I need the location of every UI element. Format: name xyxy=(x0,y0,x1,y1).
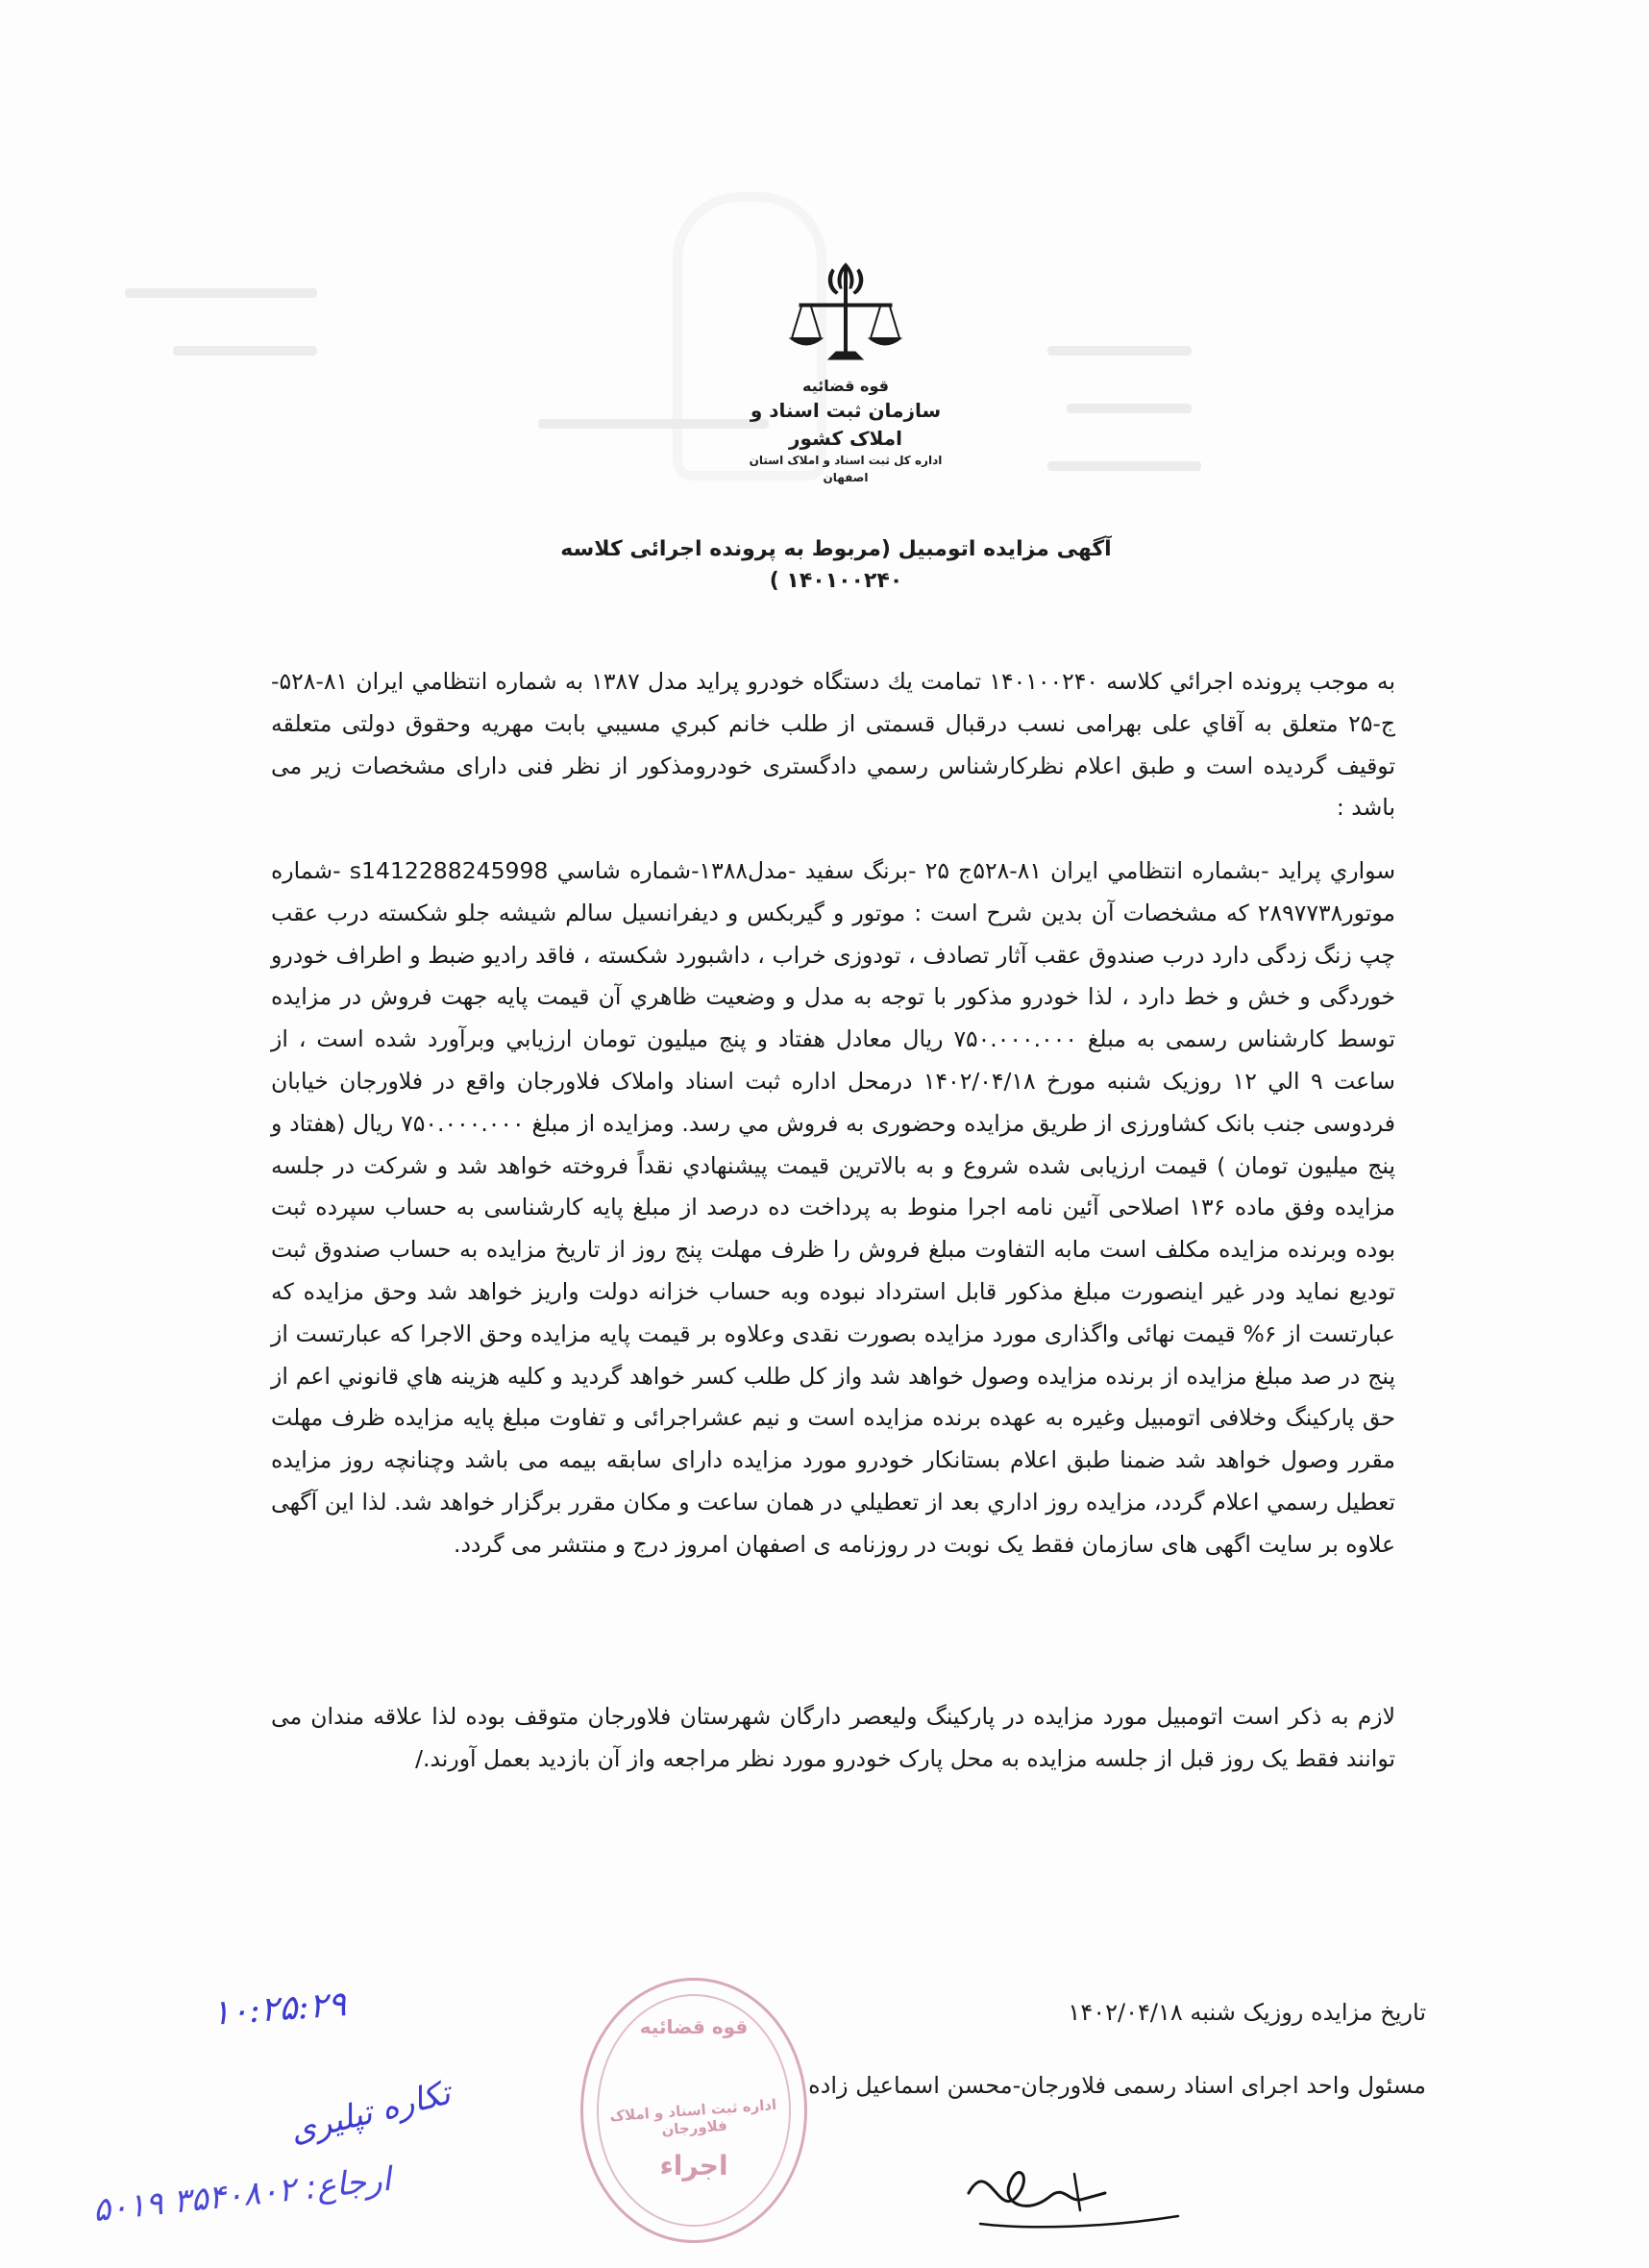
org-line-judiciary: قوه قضائیه xyxy=(801,377,889,395)
org-line-isfahan-office: اداره کل ثبت اسناد و املاک استان اصفهان xyxy=(749,454,943,484)
handwritten-name: تکاره تپلیری xyxy=(285,2074,455,2151)
paragraph-case-intro: به موجب پرونده اجرائي كلاسه ۱۴۰۱۰۰۲۴۰ تمامت يك دستگاه خودرو پرايد مدل ۱۳۸۷ به شماره انتظامي ايران ۸۱-۵۲۸-ج-۲۵ متعلق به آقاي علی بهرامی نسب درقبال قسمتی از طلب خانم كبري مسيبي بابت مهريه وحقوق دولتی متعلقه توقيف گرديده است و طبق اعلام نظركارشناس رسمي دادگستری خودرومذكور از نظر فنی دارای مشخصات زير می باشد : xyxy=(271,668,1395,822)
seal-middle-text: اداره ثبت اسناد و املاک فلاورجان xyxy=(609,2095,777,2139)
organization-name xyxy=(730,375,961,486)
paragraph-vehicle-specs-and-terms: سواري پرايد -بشماره انتظامي ايران ۸۱-۵۲۸ج ۲۵ -برنگ سفيد -مدل۱۳۸۸-شماره شاسي s1412288245998 -شماره موتور۲۸۹۷۷۳۸ كه مشخصات آن بدين شرح است : موتور و گيربكس و ديفرانسيل سالم شيشه جلو شكسته درب عقب چپ زنگ زدگی دارد درب صندوق عقب آثار تصادف ، تودوزی خراب ، داشبورد شكسته ، فاقد راديو ضبط و اطراف خودرو خوردگی و خش و خط دارد ، لذا خودرو مذكور با توجه به مدل و وضعيت ظاهري آن قيمت پايه جهت فروش در مزايده توسط كارشناس رسمی به مبلغ ۷۵۰.۰۰۰.۰۰۰ ريال معادل هفتاد و پنج ميليون تومان ارزيابي وبرآورد شده است ، از ساعت ۹ الي ۱۲ روزيک شنبه مورخ ۱۴۰۲/۰۴/۱۸ درمحل اداره ثبت اسناد واملاک فلاورجان واقع در فلاورجان خيابان فردوسی جنب بانک کشاورزی از طريق مزايده وحضوری به فروش مي رسد. ومزايده از مبلغ ۷۵۰.۰۰۰.۰۰۰ ريال (هفتاد و پنج ميليون تومان ) قيمت ارزيابی شده شروع و به بالاترين قيمت پيشنهادي نقداً فروخته خواهد شد و شركت در جلسه مزايده وفق ماده ۱۳۶ اصلاحی آئين نامه اجرا منوط به پرداخت ده درصد از مبلغ پايه كارشناسی به حساب سپرده ثبت بوده وبرنده مزايده مكلف است مابه التفاوت مبلغ فروش را ظرف مهلت پنج روز از تاريخ مزايده به حساب صندوق ثبت توديع نمايد ودر غير اينصورت مبلغ مذكور قابل استرداد نبوده وبه حساب خزانه دولت واريز خواهد شد وحق مزايده كه عبارتست از ۶% قيمت نهائی واگذاری مورد مزايده بصورت نقدی وعلاوه بر قيمت پايه مزايده وحق الاجرا كه عبارتست از پنج در صد مبلغ مزايده از برنده مزايده وصول خواهد شد واز كل طلب كسر خواهد گرديد و كليه هزينه هاي قانوني اعم از حق پاركينگ وخلافی اتومبيل وغيره به عهده برنده مزايده است و نيم عشراجرائی و تفاوت مبلغ پايه مزايده ظرف مهلت مقرر وصول خواهد شد ضمنا طبق اعلام بستانكار خودرو مورد مزايده دارای سابقه بيمه می باشد وچنانچه روز مزايده تعطيل رسمي اعلام گردد، مزايده روز اداري بعد از تعطيلي در همان ساعت و مكان مقرر برگزار خواهد شد. لذا اين آگهی علاوه بر سايت اگهی های سازمان فقط يک نوبت در روزنامه ی اصفهان امروز درج و منتشر می گردد. xyxy=(271,857,1396,1558)
seal-top-text: قوه قضائیه xyxy=(639,2015,749,2038)
letterhead xyxy=(730,259,961,486)
paragraph-inspection-notice: لازم به ذكر است اتومبيل مورد مزايده در پاركينگ وليعصر دارگان شهرستان فلاورجان متوقف بوده لذا علاقه مندان می توانند فقط يک روز قبل از جلسه مزايده به محل پارک خودرو مورد نظر مراجعه واز آن بازديد بعمل آورند./ xyxy=(271,1703,1395,1772)
org-line-registration-org: سازمان ثبت اسناد و املاک کشور xyxy=(750,399,942,451)
handwritten-time: ۱۰:۲۵:۲۹ xyxy=(209,1984,348,2034)
bleed-through-mark xyxy=(1047,346,1192,356)
bleed-through-mark xyxy=(125,288,317,298)
bleed-through-mark xyxy=(1067,404,1192,413)
handwritten-reference: ارجاع: ۳۵۴۰۸۰۲ ۵۰۱۹ xyxy=(90,2159,393,2231)
bleed-through-mark xyxy=(1047,461,1201,471)
officer-line: مسئول واحد اجرای اسناد رسمی فلاورجان-محسن اسماعيل زاده xyxy=(808,2072,1426,2099)
signature-icon xyxy=(961,2135,1182,2241)
auction-date-line: تاريخ مزايده روزيک شنبه ۱۴۰۲/۰۴/۱۸ xyxy=(1068,1999,1426,2026)
iran-emblem-scales-icon xyxy=(788,259,903,375)
document-title: آگهی مزایده اتومبیل (مربوط به پرونده اجرائی کلاسه ۱۴۰۱۰۰۲۴۰ ) xyxy=(560,537,1112,593)
official-seal xyxy=(580,1978,807,2243)
bleed-through-mark xyxy=(173,346,317,356)
seal-bottom-text: اجراء xyxy=(659,2150,728,2182)
